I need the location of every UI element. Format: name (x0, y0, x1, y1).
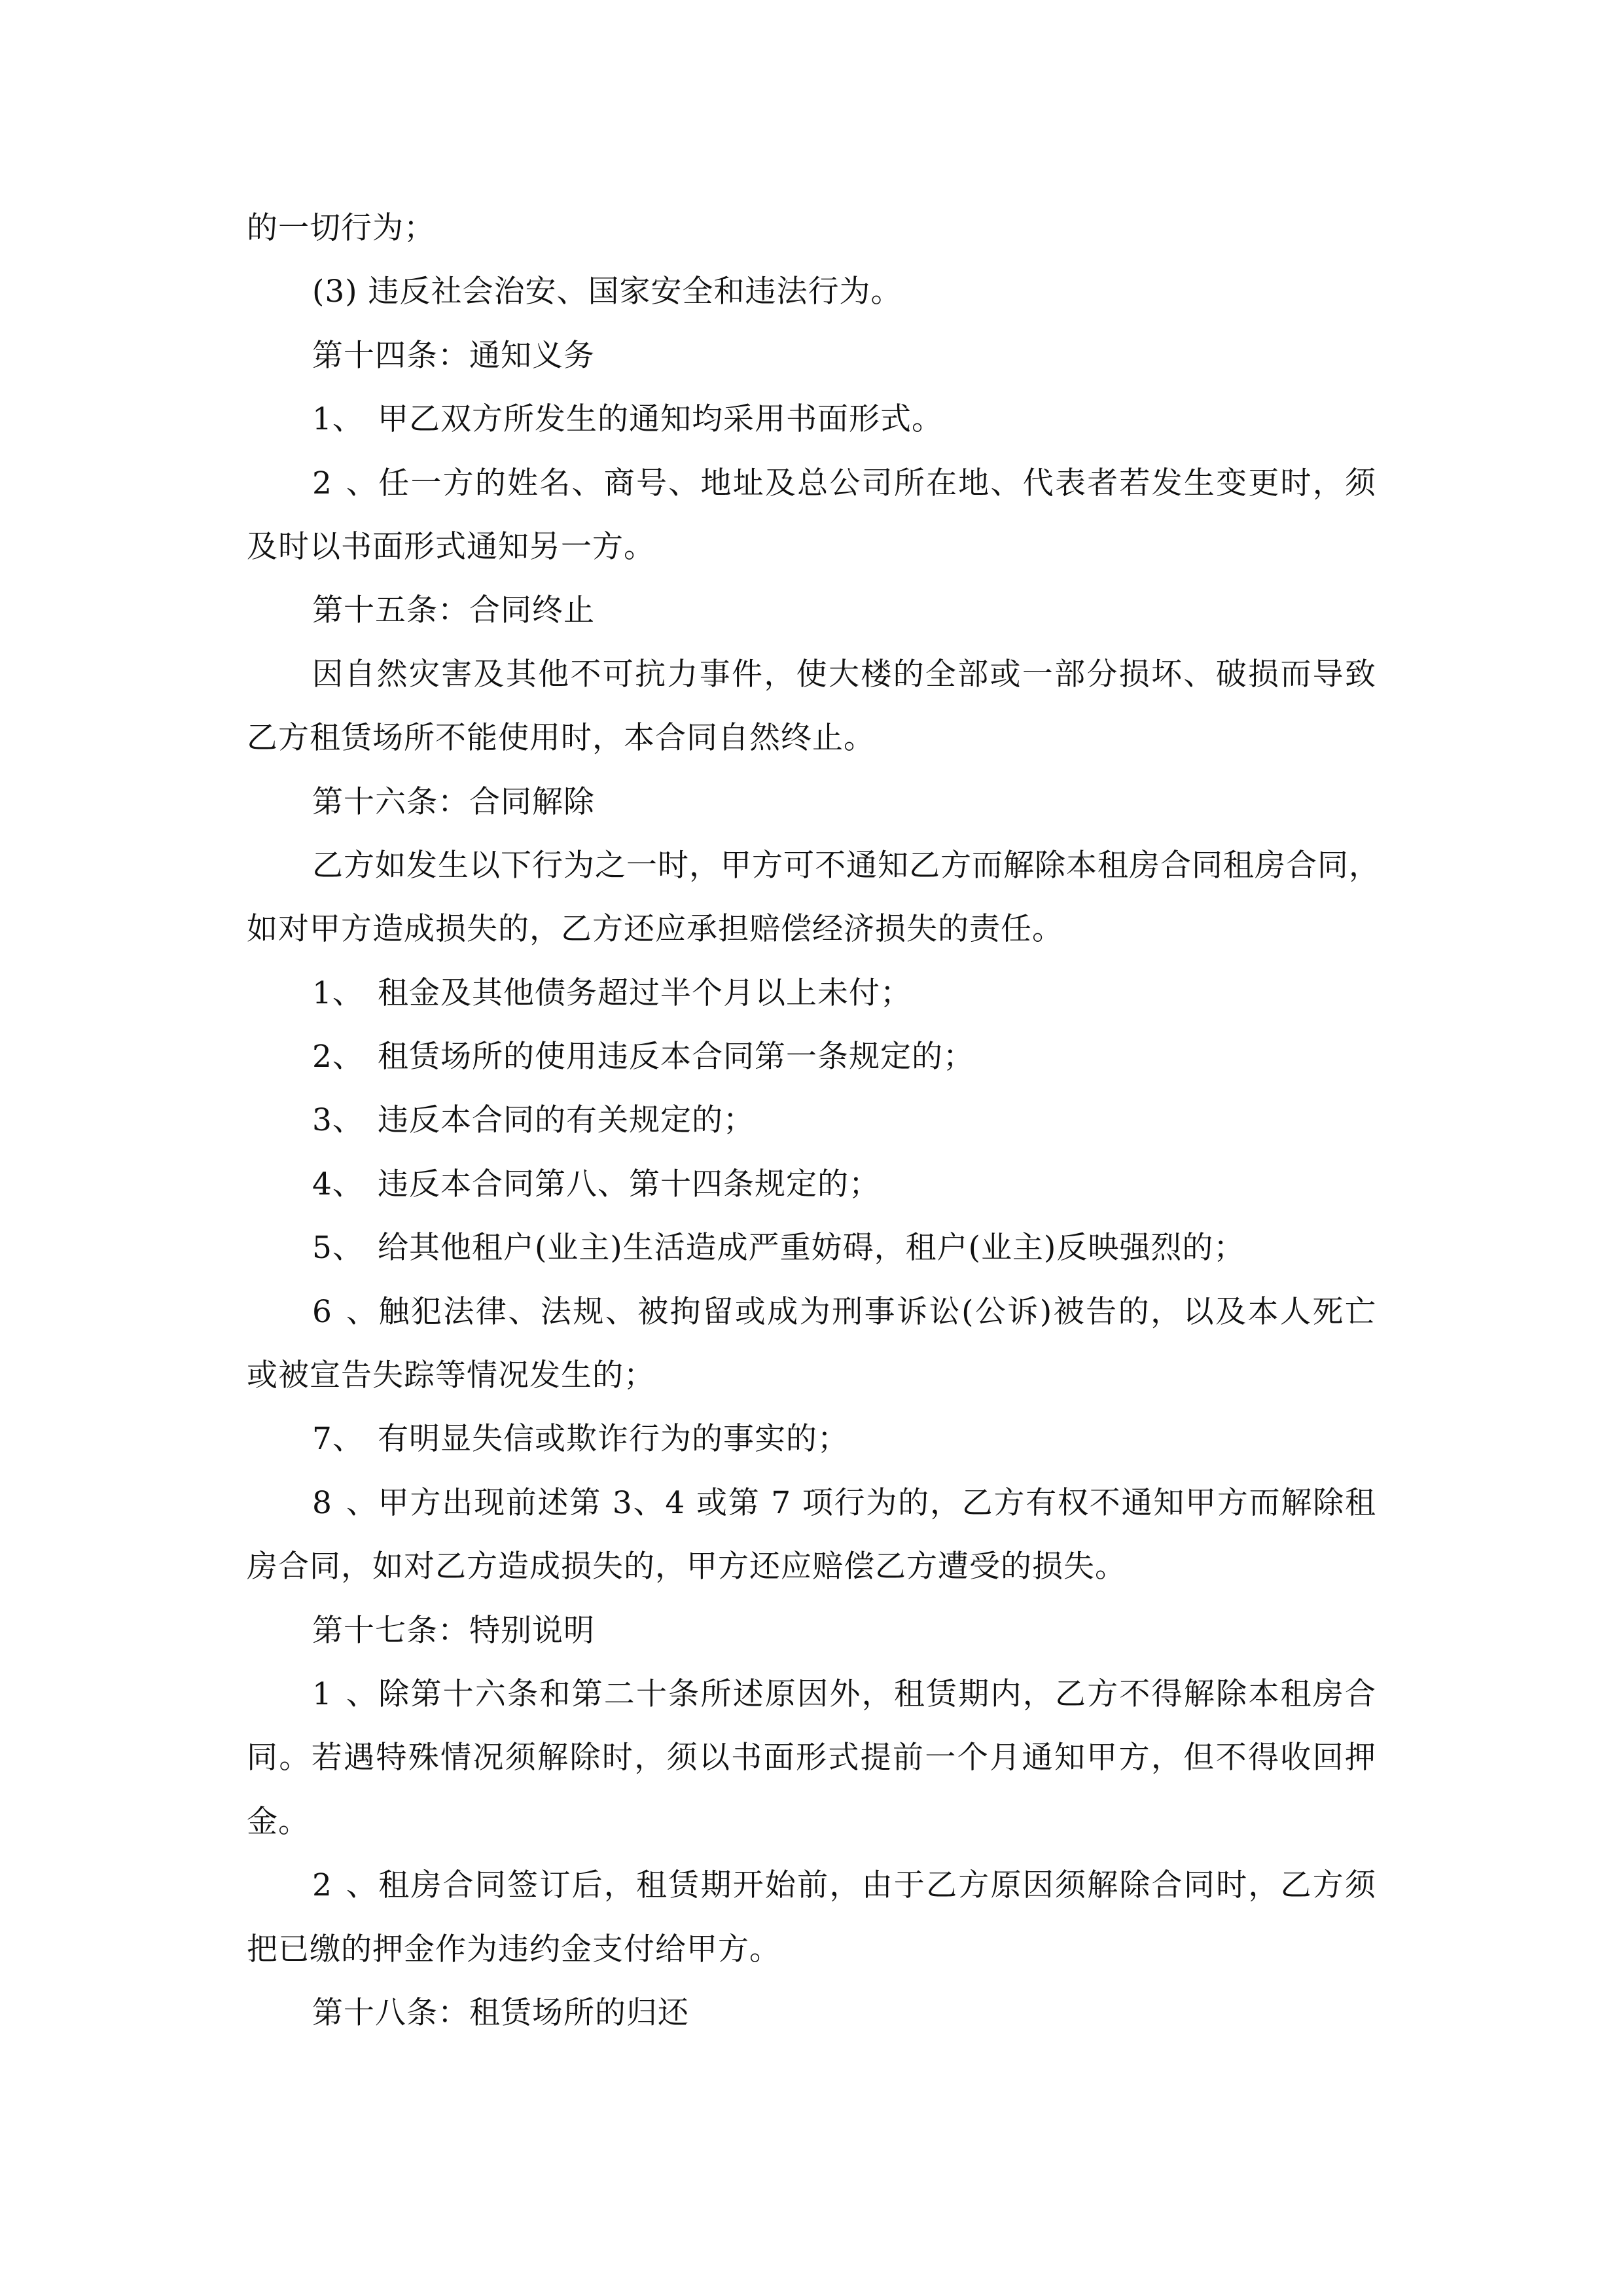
section-heading-18: 第十八条：租赁场所的归还 (312, 1994, 689, 2031)
clause-item: 2、租房合同签订后，租赁期开始前，由于乙方原因须解除合同时，乙方须 (312, 1867, 1376, 1904)
text-line: 金。 (247, 1803, 310, 1840)
clause-item: 3、 违反本合同的有关规定的； (312, 1102, 755, 1139)
clause-item: 7、 有明显失信或欺诈行为的事实的； (312, 1421, 849, 1458)
clause-item: 6、触犯法律、法规、被拘留或成为刑事诉讼(公诉)被告的，以及本人死亡 (312, 1293, 1376, 1330)
paragraph-line: 因自然灾害及其他不可抗力事件，使大楼的全部或一部分损坏、破损而导致 (312, 656, 1376, 692)
text-line: 如对甲方造成损失的，乙方还应承担赔偿经济损失的责任。 (247, 911, 1063, 948)
clause-item: 2、任一方的姓名、商号、地址及总公司所在地、代表者若发生变更时，须 (312, 465, 1376, 501)
text-line: 把已缴的押金作为违约金支付给甲方。 (247, 1931, 781, 1967)
text-line: 乙方租赁场所不能使用时，本合同自然终止。 (247, 720, 875, 757)
section-heading-14: 第十四条：通知义务 (312, 337, 595, 374)
clause-item: 8、甲方出现前述第 3、4 或第 7 项行为的，乙方有权不通知甲方而解除租 (312, 1484, 1376, 1521)
text-line: 的一切行为； (247, 210, 435, 246)
section-heading-17: 第十七条：特别说明 (312, 1612, 595, 1649)
section-heading-16: 第十六条：合同解除 (312, 783, 595, 820)
text-line: 同。若遇特殊情况须解除时，须以书面形式提前一个月通知甲方，但不得收回押 (247, 1740, 1376, 1776)
clause-item: 4、 违反本合同第八、第十四条规定的； (312, 1166, 880, 1202)
clause-item: 2、 租赁场所的使用违反本合同第一条规定的； (312, 1039, 974, 1075)
section-heading-15: 第十五条：合同终止 (312, 592, 595, 629)
document-page (247, 196, 1380, 2045)
paragraph-line: 乙方如发生以下行为之一时，甲方可不通知乙方而解除本租房合同租房合同， (312, 847, 1380, 884)
clause-item: 1、 租金及其他债务超过半个月以上未付； (312, 975, 912, 1011)
text-line: 房合同，如对乙方造成损失的，甲方还应赔偿乙方遭受的损失。 (247, 1549, 1126, 1585)
list-item-3: (3) 违反社会治安、国家安全和违法行为。 (312, 274, 902, 310)
clause-item: 1、除第十六条和第二十条所述原因外，租赁期内，乙方不得解除本租房合 (312, 1676, 1376, 1712)
clause-item: 5、 给其他租户(业主)生活造成严重妨碍，租户(业主)反映强烈的； (312, 1230, 1245, 1266)
text-line: 或被宣告失踪等情况发生的； (247, 1357, 655, 1394)
text-line: 及时以书面形式通知另一方。 (247, 528, 655, 565)
clause-item: 1、 甲乙双方所发生的通知均采用书面形式。 (312, 401, 943, 438)
